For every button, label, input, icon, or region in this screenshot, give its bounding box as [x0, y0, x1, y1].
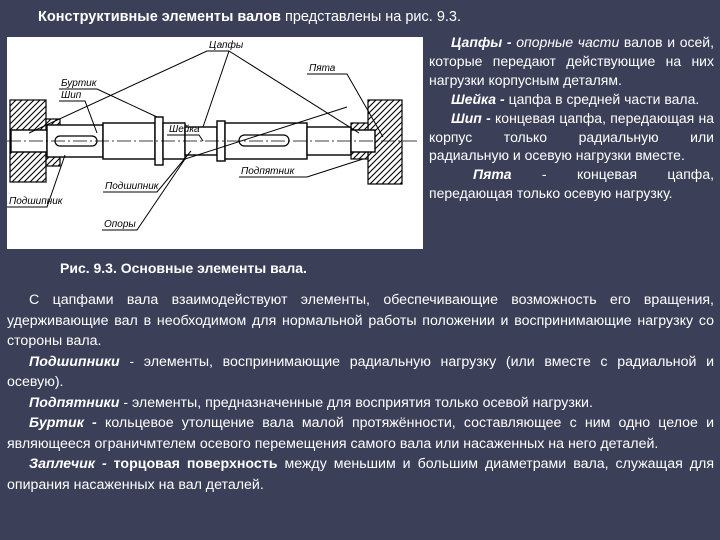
label-ship: Шип — [61, 90, 82, 101]
label-podpyatnik: Подпятник — [241, 166, 295, 177]
term-pyata: Пята — [473, 166, 512, 183]
term-burtik: Буртик — [29, 415, 84, 431]
figure-caption: Рис. 9.3. Основные элементы вала. — [60, 260, 307, 276]
para-zaplechik: Заплечик - торцовая поверхность между меньшим и большим диаметрами вала, служащая для опирания насаженных на вал деталей. — [7, 456, 715, 493]
para-podpyatniki: Подпятники - элементы, предназначенные для восприятия только осевой нагрузки. — [29, 394, 593, 411]
def-sheyka: Шейка - цапфа в средней части вала. — [451, 90, 700, 107]
label-sheyka: Шейка — [169, 124, 200, 135]
para-podshipniki: Подшипники - элементы, воспринимающие радиальную нагрузку (или вместе с радиальной и осевую). — [7, 353, 714, 390]
shaft-diagram — [7, 37, 423, 249]
term-ship: Шип — [451, 109, 482, 126]
term-tsapfy: Цапфы — [451, 34, 503, 50]
term-tortsovaya: торцовая поверхность — [113, 456, 278, 472]
slide-heading — [38, 8, 461, 26]
term-podshipniki: Подшипники — [29, 353, 120, 370]
heading-bold: Конструктивные элементы валов — [38, 9, 281, 25]
label-podshipnik-left: Подшипник — [9, 196, 63, 207]
term-zaplechik: Заплечик — [29, 456, 95, 472]
right-keyway — [239, 135, 289, 146]
label-opory: Опоры — [104, 219, 136, 230]
def-pyata: Пята - концевая цапфа, передающая только осевую нагрузку. — [429, 166, 714, 202]
shaft-figure — [7, 37, 423, 249]
main-text — [7, 290, 714, 495]
label-podshipnik-upper: Подшипник — [105, 181, 159, 192]
label-burtik: Буртик — [61, 78, 97, 89]
label-tsapfy: Цапфы — [209, 40, 244, 51]
def-ship: Шип - концевая цапфа, передающая на корпус только радиальную или радиальную и осевую нагрузки вместе. — [429, 109, 714, 164]
term-podpyatniki: Подпятники — [29, 394, 120, 411]
para-intro: С цапфами вала взаимодействуют элементы, обеспечивающие возможность его вращения, удерживающие вал в необходимом для нормальной работы положении и воспринимающие нагрузку со стороны вала. — [7, 292, 714, 349]
para-burtik: Буртик - кольцевое утолщение вала малой протяжённости, составляющее с ним одно целое и являющееся ограничмтелем осевого перемещения самого вала или насаженных на него деталей. — [7, 415, 715, 452]
def-tsapfy: Цапфы - опорные части валов и осей, которые передают действующие на них нагрузки корпусным деталям. — [429, 34, 714, 88]
label-pyata: Пята — [309, 63, 336, 74]
heading-rest: представлены на рис. 9.3. — [280, 9, 462, 25]
term-sheyka: Шейка — [451, 90, 497, 107]
side-definitions — [429, 33, 714, 203]
